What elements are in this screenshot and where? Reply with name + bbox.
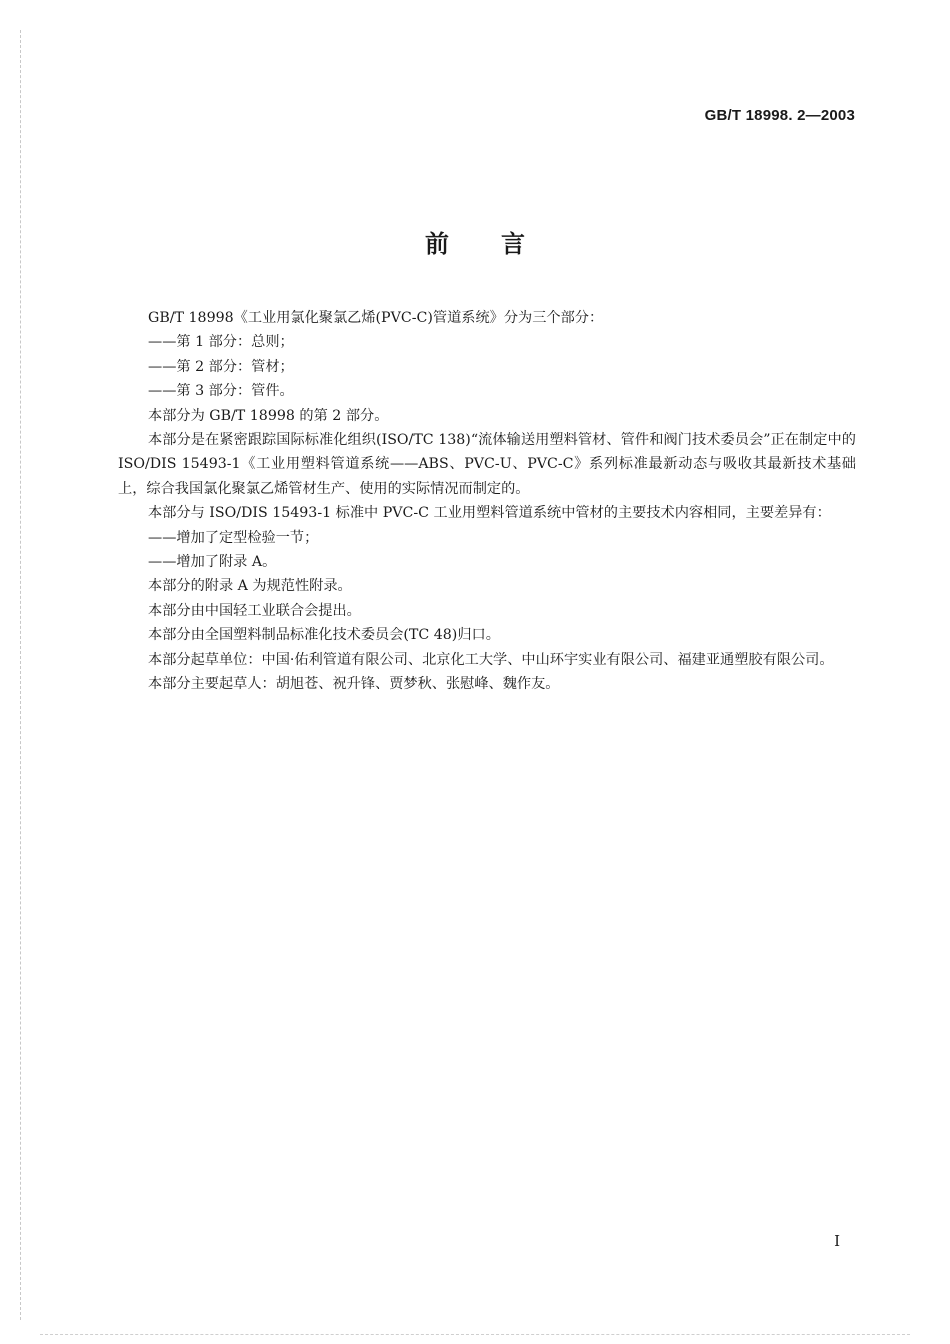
paragraph-this-part: 本部分为 GB/T 18998 的第 2 部分。 (148, 407, 389, 424)
list-item-difference-1: ——增加了定型检验一节； (148, 529, 319, 546)
paragraph-drafters: 本部分主要起草人：胡旭苍、祝升锋、贾梦秋、张慰峰、魏作友。 (148, 676, 560, 693)
foreword-body (118, 306, 856, 697)
list-item-part-1: ——第 1 部分：总则； (148, 334, 294, 351)
list-item-difference-2: ——增加了附录 A。 (148, 554, 277, 571)
paragraph-basis: 本部分是在紧密跟踪国际标准化组织(ISO/TC 138)“流体输送用塑料管材、管件和阀门技术委员会”正在制定中的 ISO/DIS 15493-1《工业用塑料管道系统——ABS、PVC-U、PVC-C》系列标准最新动态与吸收其最新技术基础上，综合我国氯化聚氯乙烯管材生产、使用的实际情况而制定的。 (118, 432, 856, 497)
paragraph-centralized-by: 本部分由全国塑料制品标准化技术委员会(TC 48)归口。 (148, 627, 500, 644)
scan-edge-bottom (40, 1334, 910, 1336)
paragraph-annex: 本部分的附录 A 为规范性附录。 (148, 578, 352, 595)
standard-code: GB/T 18998. 2—2003 (704, 107, 855, 124)
list-item-part-2: ——第 2 部分：管材； (148, 358, 294, 375)
paragraph-proposed-by: 本部分由中国轻工业联合会提出。 (148, 602, 361, 619)
page-number: I (834, 1232, 840, 1250)
page-title: 前言 (425, 230, 577, 258)
list-item-part-3: ——第 3 部分：管件。 (148, 383, 294, 400)
paragraph-differences: 本部分与 ISO/DIS 15493-1 标准中 PVC-C 工业用塑料管道系统中管材的主要技术内容相同，主要差异有： (148, 505, 831, 522)
paragraph-drafting-units: 本部分起草单位：中国·佑利管道有限公司、北京化工大学、中山环宇实业有限公司、福建亚通塑胶有限公司。 (148, 651, 834, 668)
paragraph-intro: GB/T 18998《工业用氯化聚氯乙烯(PVC-C)管道系统》分为三个部分： (148, 310, 604, 326)
